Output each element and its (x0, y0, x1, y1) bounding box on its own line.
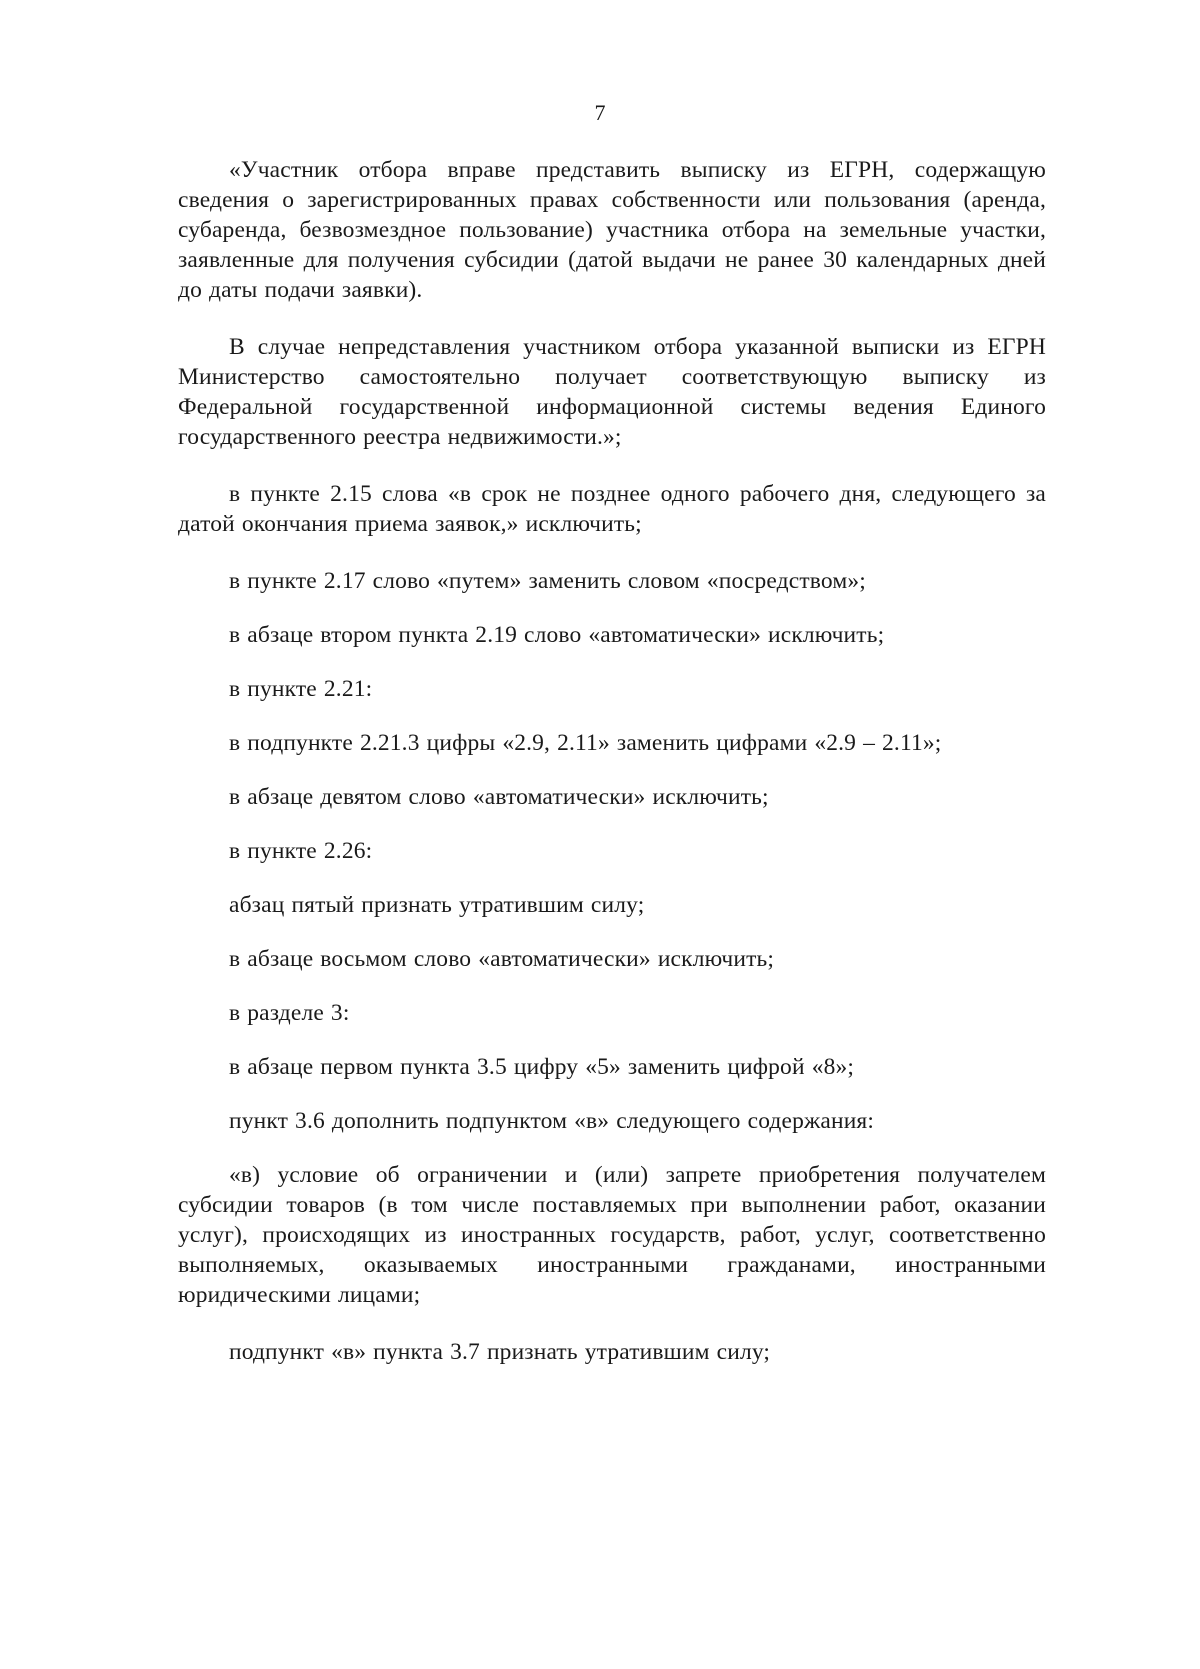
paragraph-ninth-abzac: в абзаце девятом слово «автоматически» исключить; (229, 784, 769, 810)
paragraph-section-3: в разделе 3: (229, 1000, 350, 1026)
paragraph-clause-2-17: в пункте 2.17 слово «путем» заменить словом «посредством»; (229, 568, 866, 594)
paragraph-clause-2-15: в пункте 2.15 слова «в срок не позднее одного рабочего дня, следующего за датой окончания приема заявок,» исключить; (178, 481, 1046, 537)
paragraph-fifth-abzac: абзац пятый признать утратившим силу; (229, 892, 645, 918)
paragraph-clause-2-21: в пункте 2.21: (229, 676, 373, 702)
paragraph-clause-3-7: подпункт «в» пункта 3.7 признать утратившим силу; (229, 1339, 771, 1365)
paragraph-eighth-abzac: в абзаце восьмом слово «автоматически» исключить; (229, 946, 775, 972)
paragraph-clause-3-6: пункт 3.6 дополнить подпунктом «в» следующего содержания: (229, 1108, 875, 1134)
page-number: 7 (594, 100, 606, 125)
document-body (178, 155, 1046, 1394)
paragraph-clause-2-19: в абзаце втором пункта 2.19 слово «автоматически» исключить; (229, 622, 885, 648)
paragraph-subclause-2-21-3: в подпункте 2.21.3 цифры «2.9, 2.11» заменить цифрами «2.9 – 2.11»; (229, 730, 942, 756)
paragraph-clause-3-5: в абзаце первом пункта 3.5 цифру «5» заменить цифрой «8»; (229, 1054, 855, 1080)
paragraph-ministry-obtains: В случае непредставления участником отбора указанной выписки из ЕГРН Министерство самостоятельно получает соответствующую выписку из Федеральной государственной информационной системы ведения Единого государственного реестра недвижимости.»; (178, 334, 1046, 450)
paragraph-clause-2-26: в пункте 2.26: (229, 838, 373, 864)
paragraph-egrn-extract: «Участник отбора вправе представить выписку из ЕГРН, содержащую сведения о зарегистрированных правах собственности или пользования (аренда, субаренда, безвозмездное пользование) участника отбора на земельные участки, заявленные для получения субсидии (датой выдачи не ранее 30 календарных дней до даты подачи заявки). (178, 157, 1046, 303)
paragraph-subclause-v-text: «в) условие об ограничении и (или) запрете приобретения получателем субсидии товаров (в том числе поставляемых при выполнении работ, оказании услуг), происходящих из иностранных государств, работ, услуг, соответственно выполняемых, оказываемых иностранными гражданами, иностранными юридическими лицами; (178, 1162, 1046, 1308)
